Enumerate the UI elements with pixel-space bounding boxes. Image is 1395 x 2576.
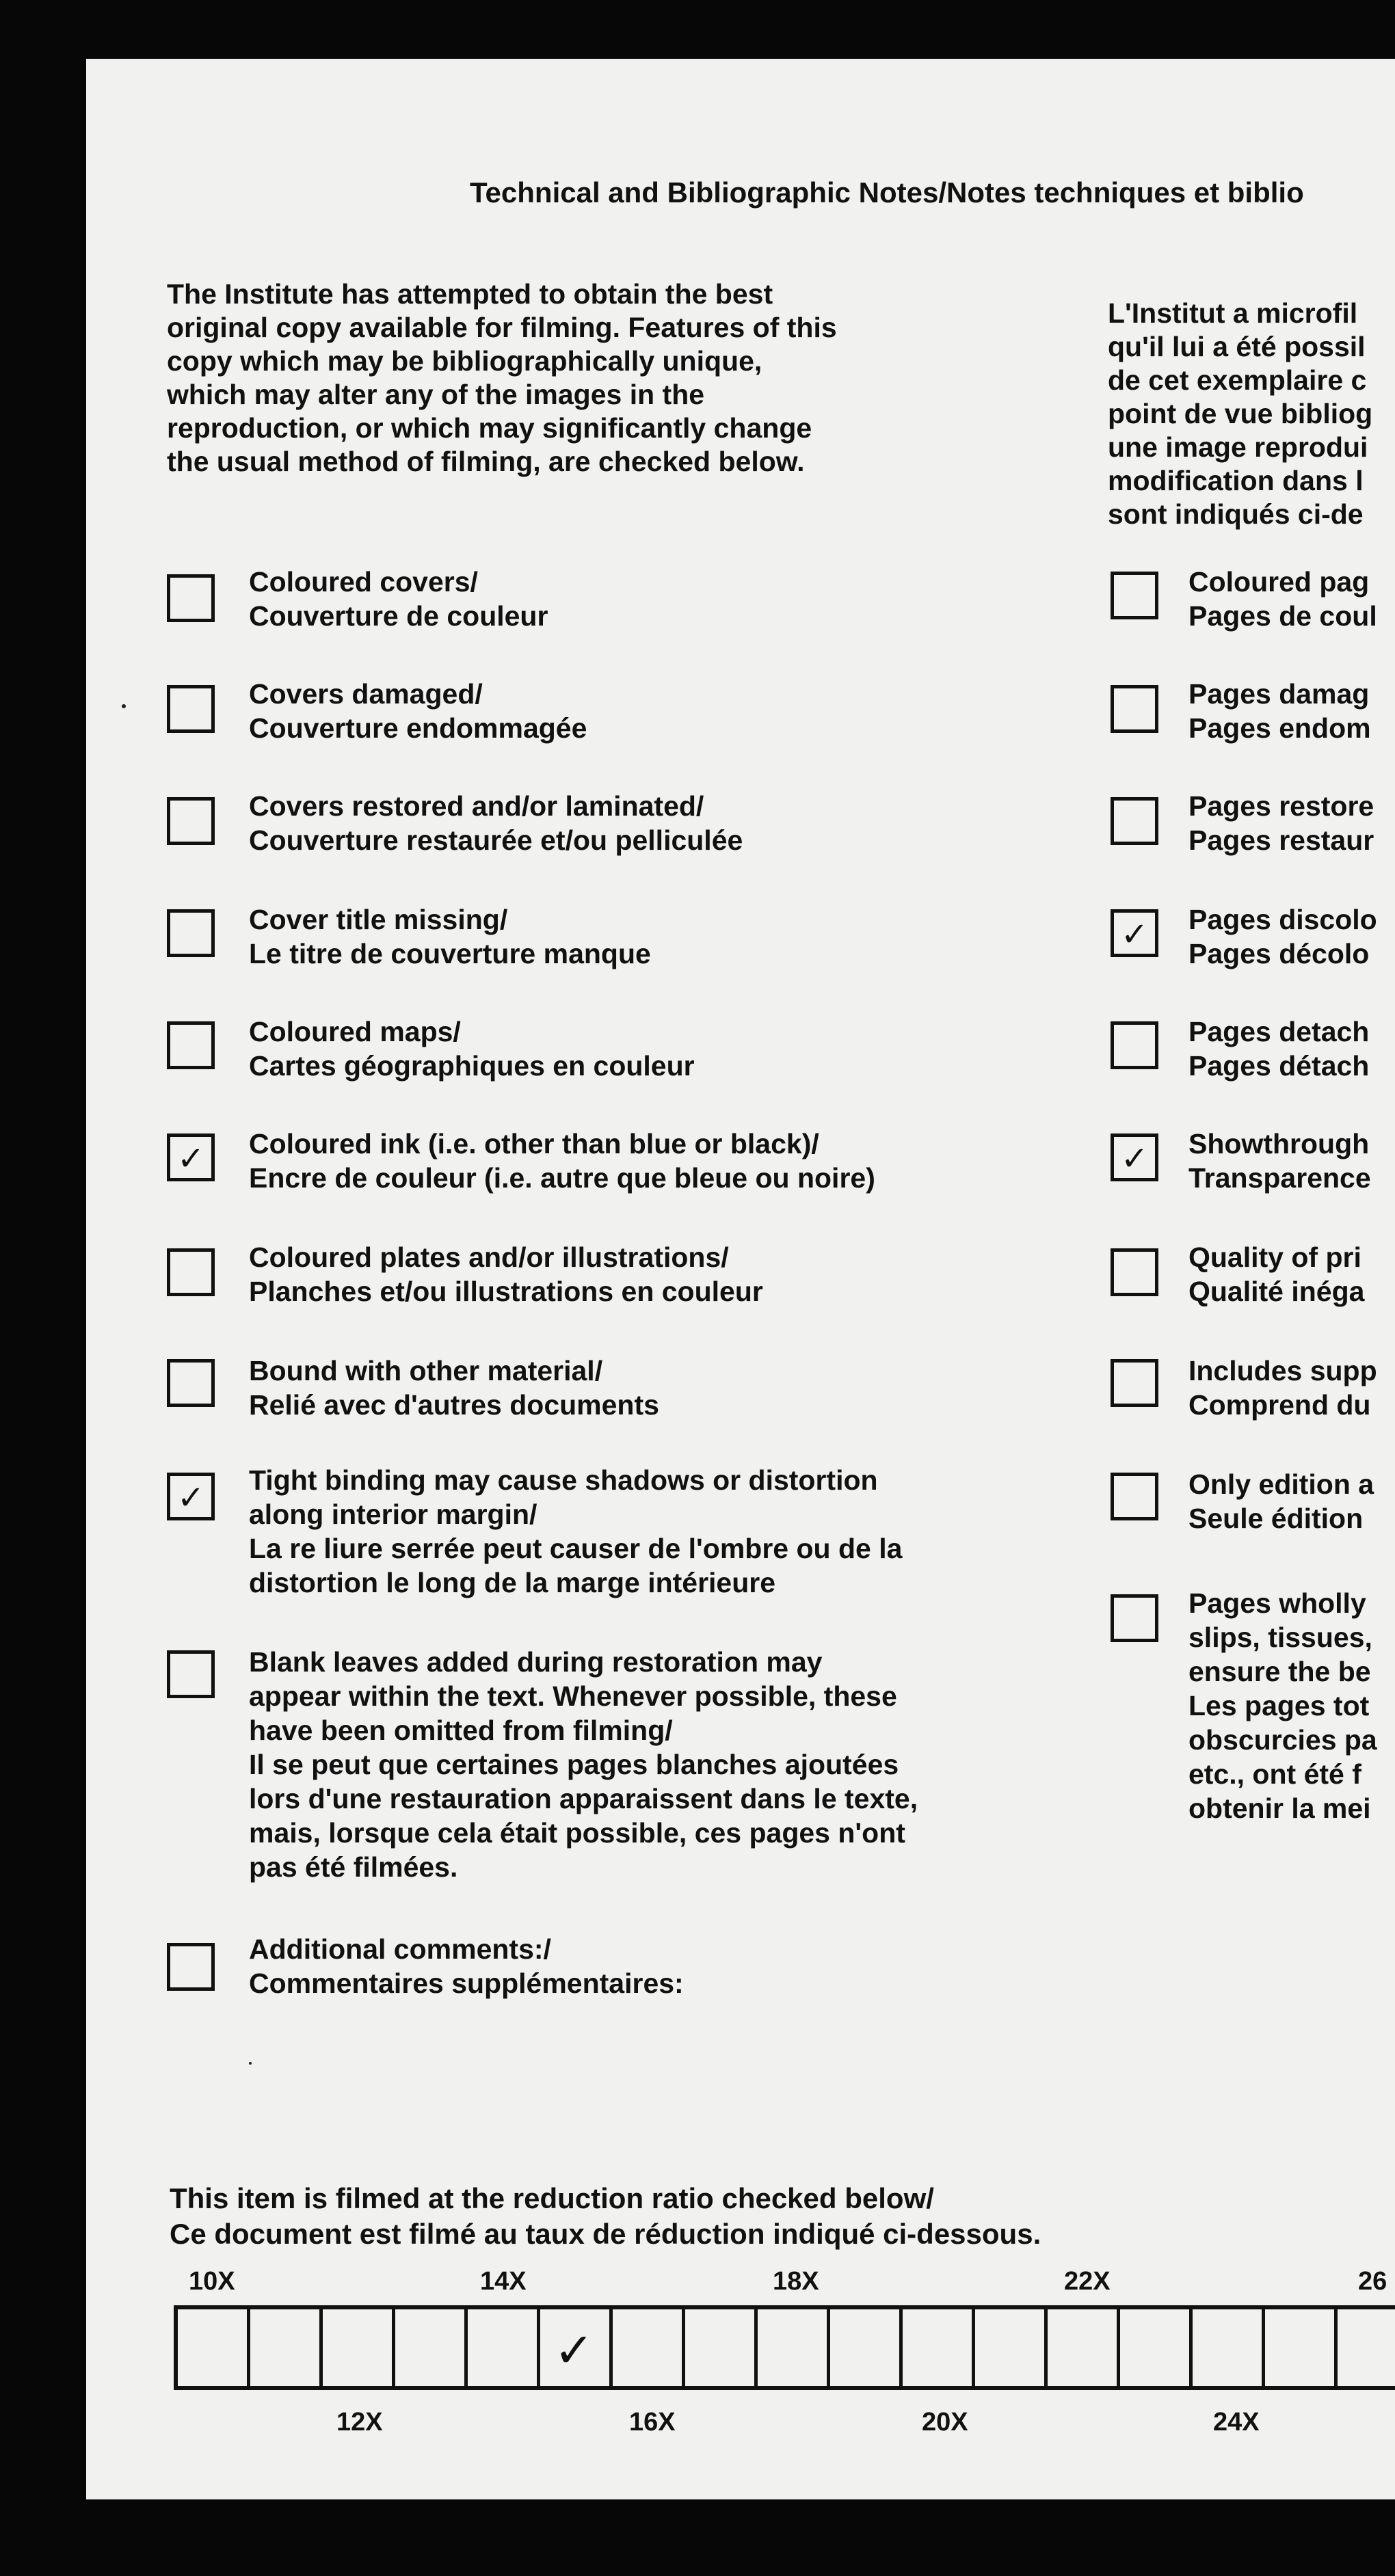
item-line: appear within the text. Whenever possible, these [249, 1680, 897, 1712]
checklist-item-text [249, 1127, 875, 1195]
intro-line: reproduction, or which may significantly change [167, 412, 812, 444]
item-line: along interior margin/ [249, 1499, 537, 1530]
reduction-line: This item is filmed at the reduction ratio checked below/ [170, 2182, 934, 2214]
intro-line: point de vue bibliog [1108, 398, 1373, 429]
item-line: Le titre de couverture manque [249, 938, 651, 969]
checklist-item-text [249, 789, 743, 857]
item-line: obscurcies pa [1188, 1724, 1377, 1756]
ratio-cell[interactable] [613, 2309, 685, 2386]
intro-line: copy which may be bibliographically unique, [167, 345, 762, 377]
speck [122, 704, 126, 708]
item-line: Coloured covers/ [249, 566, 478, 598]
intro-english [167, 278, 837, 479]
item-line: Il se peut que certaines pages blanches ajoutées [249, 1749, 899, 1780]
item-line: Quality of pri [1188, 1242, 1361, 1273]
ratio-label: 10X [189, 2267, 235, 2296]
item-line: Couverture de couleur [249, 600, 548, 632]
checklist-item-text [1188, 1015, 1369, 1083]
ratio-cell[interactable] [468, 2309, 540, 2386]
item-line: Includes supp [1188, 1355, 1377, 1386]
ratio-label: 26 [1358, 2267, 1387, 2296]
checkbox[interactable] [1111, 1248, 1158, 1296]
checklist-item-text [249, 677, 587, 745]
item-line: mais, lorsque cela était possible, ces pages n'ont [249, 1817, 905, 1849]
checkbox[interactable] [1111, 572, 1158, 619]
item-line: Les pages tot [1188, 1690, 1370, 1721]
checkbox[interactable] [167, 1133, 215, 1181]
item-line: ensure the be [1188, 1656, 1371, 1687]
checklist-item-text [1188, 902, 1377, 971]
item-line: Only edition a [1188, 1468, 1374, 1500]
item-line: Qualité inéga [1188, 1276, 1365, 1307]
item-line: Pages detach [1188, 1016, 1370, 1047]
checklist-item-text [1188, 1240, 1364, 1309]
item-line: Pages de coul [1188, 600, 1377, 632]
ratio-cell[interactable] [758, 2309, 830, 2386]
ratio-label: 12X [336, 2408, 383, 2437]
checklist-item-text [249, 1240, 763, 1309]
checkbox[interactable] [167, 1359, 215, 1407]
item-line: Planches et/ou illustrations en couleur [249, 1276, 763, 1307]
item-line: Cover title missing/ [249, 904, 508, 935]
item-line: Commentaires supplémentaires: [249, 1968, 684, 1999]
ratio-cell[interactable] [1265, 2309, 1338, 2386]
item-line: Covers damaged/ [249, 678, 483, 710]
check-mark-icon: ✓ [177, 1140, 205, 1178]
intro-line: une image reprodui [1108, 431, 1368, 463]
intro-line: qu'il lui a été possil [1108, 331, 1366, 362]
checklist-item-text [1188, 677, 1371, 745]
ratio-cell[interactable] [685, 2309, 758, 2386]
checkbox[interactable] [1111, 797, 1158, 845]
checklist-item-text [1188, 565, 1377, 633]
check-mark-icon: ✓ [177, 1479, 205, 1517]
item-line: La re liure serrée peut causer de l'ombre ou de la [249, 1533, 903, 1564]
reduction-ratio-grid [174, 2305, 1395, 2390]
item-line: obtenir la mei [1188, 1793, 1371, 1824]
ratio-label: 16X [629, 2408, 676, 2437]
item-line: lors d'une restauration apparaissent dans le texte, [249, 1783, 918, 1814]
document-page [86, 59, 1395, 2499]
checkbox[interactable] [167, 1650, 215, 1698]
checkbox[interactable] [167, 1943, 215, 1991]
item-line: Relié avec d'autres documents [249, 1389, 659, 1421]
intro-line: original copy available for filming. Features of this [167, 312, 837, 343]
checkbox[interactable] [167, 1021, 215, 1069]
checkbox[interactable] [1111, 1133, 1158, 1181]
item-line: pas été filmées. [249, 1851, 458, 1883]
item-line: Blank leaves added during restoration may [249, 1646, 823, 1678]
item-line: etc., ont été f [1188, 1758, 1361, 1790]
intro-line: the usual method of filming, are checked below. [167, 446, 805, 477]
item-line: Showthrough [1188, 1128, 1370, 1159]
intro-line: sont indiqués ci-de [1108, 498, 1364, 530]
intro-line: L'Institut a microfil [1108, 297, 1358, 329]
checkbox[interactable] [1111, 1594, 1158, 1642]
ratio-cell[interactable] [830, 2309, 903, 2386]
item-line: Pages restore [1188, 790, 1374, 822]
check-mark-icon: ✓ [554, 2322, 594, 2378]
checkbox[interactable] [1111, 685, 1158, 733]
checklist-item-text [1188, 1586, 1377, 1825]
ratio-cell[interactable] [540, 2309, 613, 2386]
ratio-cell[interactable] [323, 2309, 395, 2386]
ratio-label: 20X [922, 2408, 968, 2437]
checkbox[interactable] [167, 797, 215, 845]
item-line: Coloured maps/ [249, 1016, 461, 1047]
item-line: slips, tissues, [1188, 1622, 1372, 1653]
ratio-cell[interactable] [1338, 2309, 1395, 2386]
ratio-label: 24X [1213, 2408, 1260, 2437]
checklist-item-text [249, 1645, 918, 1884]
checkbox[interactable] [167, 909, 215, 957]
item-line: have been omitted from filming/ [249, 1715, 673, 1746]
checkbox[interactable] [1111, 1021, 1158, 1069]
ratio-cell[interactable] [1048, 2309, 1120, 2386]
ratio-cell[interactable] [395, 2309, 468, 2386]
item-line: Bound with other material/ [249, 1355, 603, 1386]
checklist-item-text [249, 1015, 695, 1083]
reduction-line: Ce document est filmé au taux de réduction indiqué ci-dessous. [170, 2218, 1041, 2250]
item-line: Coloured plates and/or illustrations/ [249, 1242, 729, 1273]
item-line: Tight binding may cause shadows or distortion [249, 1464, 878, 1496]
checklist-item-text [1188, 1467, 1374, 1535]
checkbox[interactable] [1111, 909, 1158, 957]
intro-line: The Institute has attempted to obtain the best [167, 278, 773, 310]
ratio-cell[interactable] [1193, 2309, 1265, 2386]
ratio-cell[interactable] [178, 2309, 250, 2386]
intro-french [1108, 297, 1372, 531]
item-line: Pages détach [1188, 1050, 1370, 1082]
ratio-label: 22X [1064, 2267, 1111, 2296]
checklist-item-text [249, 1354, 659, 1422]
page-heading: Technical and Bibliographic Notes/Notes techniques et biblio [470, 176, 1304, 209]
checkbox[interactable] [167, 1473, 215, 1520]
checkbox[interactable] [167, 1248, 215, 1296]
reduction-note [170, 2181, 1041, 2252]
item-line: Transparence [1188, 1162, 1371, 1194]
checkbox[interactable] [1111, 1359, 1158, 1407]
item-line: Additional comments:/ [249, 1933, 551, 1965]
item-line: Pages wholly [1188, 1587, 1366, 1619]
checkbox[interactable] [167, 685, 215, 733]
item-line: Covers restored and/or laminated/ [249, 790, 704, 822]
item-line: Coloured ink (i.e. other than blue or black)/ [249, 1128, 819, 1159]
checklist-item-text [1188, 1127, 1371, 1195]
item-line: Cartes géographiques en couleur [249, 1050, 695, 1082]
checkbox[interactable] [167, 574, 215, 622]
ratio-cell[interactable] [1120, 2309, 1193, 2386]
item-line: Coloured pag [1188, 566, 1370, 598]
check-mark-icon: ✓ [1121, 915, 1149, 954]
item-line: Couverture restaurée et/ou pelliculée [249, 824, 743, 856]
item-line: Seule édition [1188, 1503, 1364, 1534]
item-line: Pages restaur [1188, 824, 1374, 856]
item-line: distortion le long de la marge intérieure [249, 1567, 776, 1598]
checklist-item-text [1188, 1354, 1377, 1422]
checkbox[interactable] [1111, 1473, 1158, 1520]
item-line: Pages endom [1188, 712, 1371, 744]
checklist-item-text [249, 1463, 902, 1600]
checklist-item-text [1188, 789, 1374, 857]
ratio-cell[interactable] [975, 2309, 1048, 2386]
checklist-item-text [249, 565, 548, 633]
item-line: Pages discolo [1188, 904, 1377, 935]
ratio-cell[interactable] [250, 2309, 323, 2386]
speck [249, 2062, 252, 2065]
ratio-cell[interactable] [903, 2309, 975, 2386]
intro-line: which may alter any of the images in the [167, 379, 705, 410]
check-mark-icon: ✓ [1121, 1140, 1149, 1178]
checklist-item-text [249, 902, 651, 971]
item-line: Pages damag [1188, 678, 1370, 710]
item-line: Couverture endommagée [249, 712, 587, 744]
item-line: Comprend du [1188, 1389, 1371, 1421]
item-line: Pages décolo [1188, 938, 1370, 969]
intro-line: modification dans l [1108, 465, 1364, 496]
checklist-item-text [249, 1932, 684, 2000]
ratio-label: 18X [773, 2267, 819, 2296]
ratio-label: 14X [480, 2267, 527, 2296]
intro-line: de cet exemplaire c [1108, 364, 1367, 396]
item-line: Encre de couleur (i.e. autre que bleue ou noire) [249, 1162, 875, 1194]
